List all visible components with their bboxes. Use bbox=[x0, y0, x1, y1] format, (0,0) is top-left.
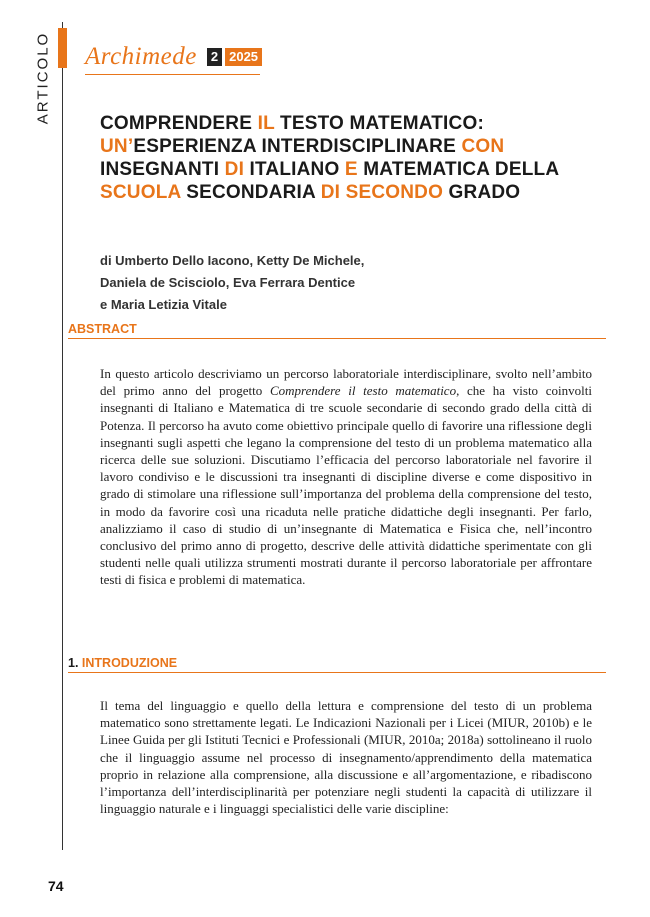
journal-header bbox=[85, 40, 262, 74]
issue-badge: 2 bbox=[207, 48, 222, 66]
abstract-heading bbox=[68, 322, 606, 339]
author-line: di Umberto Dello Iacono, Ketty De Michele, bbox=[100, 253, 365, 268]
title-word: TESTO MATEMATICO: bbox=[274, 113, 484, 134]
title-word-highlighted: E bbox=[344, 159, 358, 180]
title-word-highlighted: SECONDO bbox=[345, 182, 444, 203]
abstract-paragraph bbox=[100, 365, 592, 589]
title-word-highlighted: DI bbox=[320, 182, 341, 203]
introduction-heading-text: INTRODUZIONE bbox=[81, 656, 178, 670]
page-number: 74 bbox=[48, 878, 64, 894]
author-line: Daniela de Scisciolo, Eva Ferrara Dentice bbox=[100, 275, 356, 290]
title-word-highlighted: UN’ bbox=[100, 136, 134, 157]
title-word: COMPRENDERE bbox=[100, 113, 258, 134]
title-word-highlighted: SCUOLA bbox=[100, 182, 181, 203]
title-word: ITALIANO bbox=[244, 159, 345, 180]
abstract-text-part: , che ha visto coinvolti insegnanti di Italiano e Matematica di tre scuole secondarie di secondo grado della città di Potenza. Il percorso ha avuto come obiettivo principale quello di favorire una riflessione degli insegnanti sugli aspetti che legano la comprensione del testo di un problema matematico alla ricerca delle sue soluzioni. Discutiamo l’efficacia del percorso laboratoriale nel favorire il lavoro condiviso e le discussioni tra insegnanti di discipline diverse e come dispositivo in grado di stimolare una riflessione sull’importanza del problema della comprensione del testo, in modo da favorire così una ricaduta nelle pratiche didattiche degli insegnanti. Per farlo, analizziamo il caso di studio di un’insegnante di Matematica e Fisica che, nell’incontro conclusivo del primo anno di progetto, descrive delle attività didattiche sperimentate con gli studenti nelle quali utilizza strumenti mostrati durante il percorso laboratoriale per affrontare testi di fisica e problemi di matematica. bbox=[100, 383, 592, 588]
article-side-label bbox=[28, 30, 58, 125]
introduction-paragraph: Il tema del linguaggio e quello della lettura e comprensione del testo di un problema matematico sono strettamente legati. Le Indicazioni Nazionali per i Licei (MIUR, 2010b) e le Linee Guida per gli Istituti Tecnici e Professionali (MIUR, 2010a; 2018a) sottolineano il ruolo che il linguaggio assume nel processo di insegnamento/apprendimento della matematica proprio in relazione alla comprensione, alla discussione e all’argomentazione, e ribadiscono l’importanza dell’interdisciplinarità per potenziare negli studenti la capacità di utilizzare il linguaggio naturale e i linguaggi specialistici delle varie discipline: bbox=[100, 698, 592, 817]
abstract-heading-text: ABSTRACT bbox=[68, 322, 137, 336]
title-word: GRADO bbox=[443, 182, 521, 203]
title-word-highlighted: IL bbox=[257, 113, 275, 134]
article-title bbox=[100, 112, 620, 204]
abstract-text-part: In questo articolo descriviamo un percorso laboratoriale interdisciplinare, svolto nell’ambito del primo anno del progetto bbox=[100, 366, 592, 399]
section-tab-marker bbox=[58, 28, 67, 68]
title-word: INSEGNANTI bbox=[100, 159, 225, 180]
section-number: 1. bbox=[68, 656, 79, 670]
header-underline bbox=[85, 74, 260, 75]
title-word-highlighted: CON bbox=[461, 136, 505, 157]
project-title: Comprendere il testo matematico bbox=[269, 383, 457, 399]
author-line: e Maria Letizia Vitale bbox=[100, 297, 227, 312]
year-badge: 2025 bbox=[225, 48, 262, 66]
title-word-highlighted: DI bbox=[224, 159, 245, 180]
introduction-heading bbox=[68, 656, 606, 673]
title-word: ESPERIENZA INTERDISCIPLINARE bbox=[133, 136, 462, 157]
side-label-text: ARTICOLO bbox=[34, 31, 52, 124]
vertical-rule bbox=[62, 22, 63, 850]
title-word: SECONDARIA bbox=[180, 182, 321, 203]
title-word: MATEMATICA DELLA bbox=[357, 159, 559, 180]
journal-name: Archimede bbox=[85, 43, 197, 70]
author-list bbox=[100, 250, 600, 316]
